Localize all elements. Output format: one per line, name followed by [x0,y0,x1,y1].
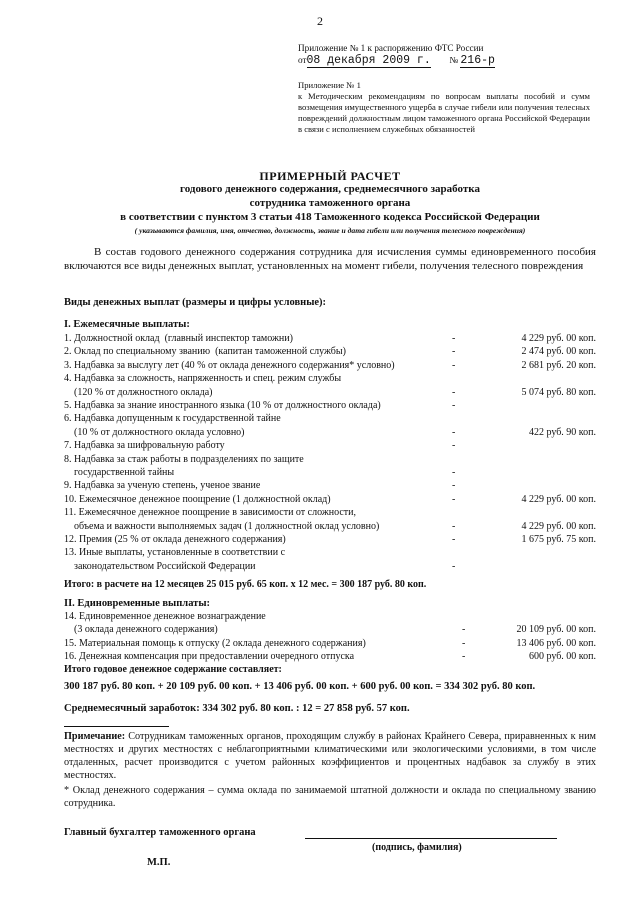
stamp-label: М.П. [147,857,171,868]
payment-label: 2. Оклад по специальному званию (капитан таможенной службы) [64,346,346,358]
payment-amount: 4 229 руб. 00 коп. [521,333,596,344]
doc-subtitle-1: годового денежного содержания, среднемесячного заработка [180,183,480,195]
payment-label: 4. Надбавка за сложность, напряженность и спец. режим службы [64,373,342,385]
payment-amount: 422 руб. 90 коп. [528,426,596,438]
payment-dash: - [452,467,456,478]
payment-dash: - [452,493,456,505]
payment-dash: - [462,637,466,649]
payment-amount: 20 109 руб. 00 коп. [516,624,596,636]
payment-label: 14. Единовременное денежное вознаграждение [64,611,266,622]
payment-dash: - [452,534,456,545]
annex-method-title: Приложение № 1 [298,80,361,90]
payment-dash: - [452,359,456,371]
payment-label: 9. Надбавка за ученую степень, ученое звание [64,480,261,492]
section1-heading: I. Ежемесячные выплаты: [64,319,190,330]
doc-title-note: ( указываются фамилия, имя, отчество, должность, звание и дата гибели или получения телесного повреждения) [134,226,526,235]
annex-from-prefix: от [298,55,307,65]
section2-total-heading: Итого годовое денежное содержание составляет: [64,664,282,675]
payment-label: 11. Ежемесячное денежное поощрение в зависимости от сложности, [64,507,357,519]
payment-dash: - [452,440,456,452]
payment-amount: 4 229 руб. 00 коп. [521,493,596,505]
note-footnote: * Оклад денежного содержания – сумма оклада по занимаемой штатной должности и оклада по специальному званию сотрудника. [64,785,596,809]
annex-method-block [298,80,590,135]
payment-amount: 13 406 руб. 00 коп. [516,637,596,649]
average-salary: Среднемесячный заработок: 334 302 руб. 80 коп. : 12 = 27 858 руб. 57 коп. [64,703,410,714]
payment-label: (3 оклада денежного содержания) [64,624,218,636]
payment-label: (120 % от должностного оклада) [64,386,213,398]
annex-order-block [298,42,598,68]
annex-order-date-line [298,54,598,68]
payment-dash: - [452,333,456,344]
payment-label: 7. Надбавка за шифровальную работу [64,440,225,452]
payment-label: 8. Надбавка за стаж работы в подразделениях по защите [64,453,304,465]
annual-total-formula: 300 187 руб. 80 коп. + 20 109 руб. 00 коп. + 13 406 руб. 00 коп. + 600 руб. 00 коп. = 334 302 руб. 80 коп. [64,681,536,692]
annex-order-date: 08 декабря 2009 г. [306,54,431,67]
annex-order-line: Приложение № 1 к распоряжению ФТС России [298,43,484,53]
payment-dash: - [452,400,456,411]
payment-amount: 2 681 руб. 20 коп. [521,359,596,371]
payment-dash: - [452,426,456,438]
payment-dash: - [462,651,466,663]
signature-caption: (подпись, фамилия) [372,842,462,853]
payment-label: 5. Надбавка за знание иностранного языка (10 % от должностного оклада) [64,400,381,411]
intro-paragraph: В состав годового денежного содержания сотрудника для исчисления суммы единовременного пособия включаются все виды денежных выплат, установленных на момент гибели, получения телесного повреждения [64,246,596,272]
payment-label: 15. Материальная помощь к отпуску (2 оклада денежного содержания) [64,637,366,649]
note-label: Примечание: [64,731,126,742]
section1-total: Итого: в расчете на 12 месяцев 25 015 руб. 65 коп. х 12 мес. = 300 187 руб. 80 коп. [64,579,427,590]
signature-line [305,838,557,839]
payment-label: объема и важности выполняемых задач (1 должностной оклад условно) [64,520,380,532]
payment-amount: 600 руб. 00 коп. [528,651,596,663]
doc-title: ПРИМЕРНЫЙ РАСЧЕТ [259,169,401,183]
payment-label: (10 % от должностного оклада условно) [64,426,245,438]
payments-heading: Виды денежных выплат (размеры и цифры условные): [64,297,327,308]
payment-amount: 4 229 руб. 00 коп. [521,520,596,532]
note-text: Сотрудникам таможенных органов, проходящим службу в районах Крайнего Севера, приравненных к ним местностях и других местностях с неблагоприятными климатическими или экологическими условиями, в том числе отдаленных, расчет производится с учетом районных коэффициентов и процентных надбавок за службу в этих местностях. [64,731,596,781]
payment-label: 3. Надбавка за выслугу лет (40 % от оклада денежного содержания* условно) [64,359,395,371]
payment-dash: - [452,520,456,532]
payment-dash: - [452,560,456,572]
payment-label: 6. Надбавка допущенным к государственной тайне [64,413,281,425]
payment-label: законодательством Российской Федерации [64,560,256,572]
payment-label: государственной тайны [64,467,175,478]
payment-label: 16. Денежная компенсация при предоставлении очередного отпуска [64,651,355,663]
payment-label: 13. Иные выплаты, установленные в соответствии с [64,547,286,559]
section2-heading: II. Единовременные выплаты: [64,598,211,609]
payment-dash: - [452,480,456,492]
payment-amount: 1 675 руб. 75 коп. [521,534,596,545]
payment-label: 10. Ежемесячное денежное поощрение (1 должностной оклад) [64,493,331,505]
annex-no-prefix: № [449,55,459,65]
payment-dash: - [462,624,466,636]
signature-label: Главный бухгалтер таможенного органа [64,827,256,838]
payment-label: 12. Премия (25 % от оклада денежного содержания) [64,534,286,545]
payment-amount: 5 074 руб. 80 коп. [521,386,596,398]
note-paragraph [64,730,596,782]
payment-amount: 2 474 руб. 00 коп. [521,346,596,358]
payment-dash: - [452,386,456,398]
annex-order-number: 216-р [460,54,495,67]
divider [64,726,169,727]
page-number: 2 [317,14,323,28]
payment-dash: - [452,346,456,358]
payment-label: 1. Должностной оклад (главный инспектор таможни) [64,333,293,344]
annex-method-text: к Методическим рекомендациям по вопросам выплаты пособий и сумм возмещения имущественного ущерба в случае гибели или получения телесных повреждений должностным лицом таможенного органа Российской Федерации в связи с исполнением служебных обязанностей [298,91,590,134]
doc-subtitle-2: сотрудника таможенного органа [249,197,411,209]
doc-subtitle-3: в соответствии с пунктом 3 статьи 418 Таможенного кодекса Российской Федерации [120,211,540,223]
